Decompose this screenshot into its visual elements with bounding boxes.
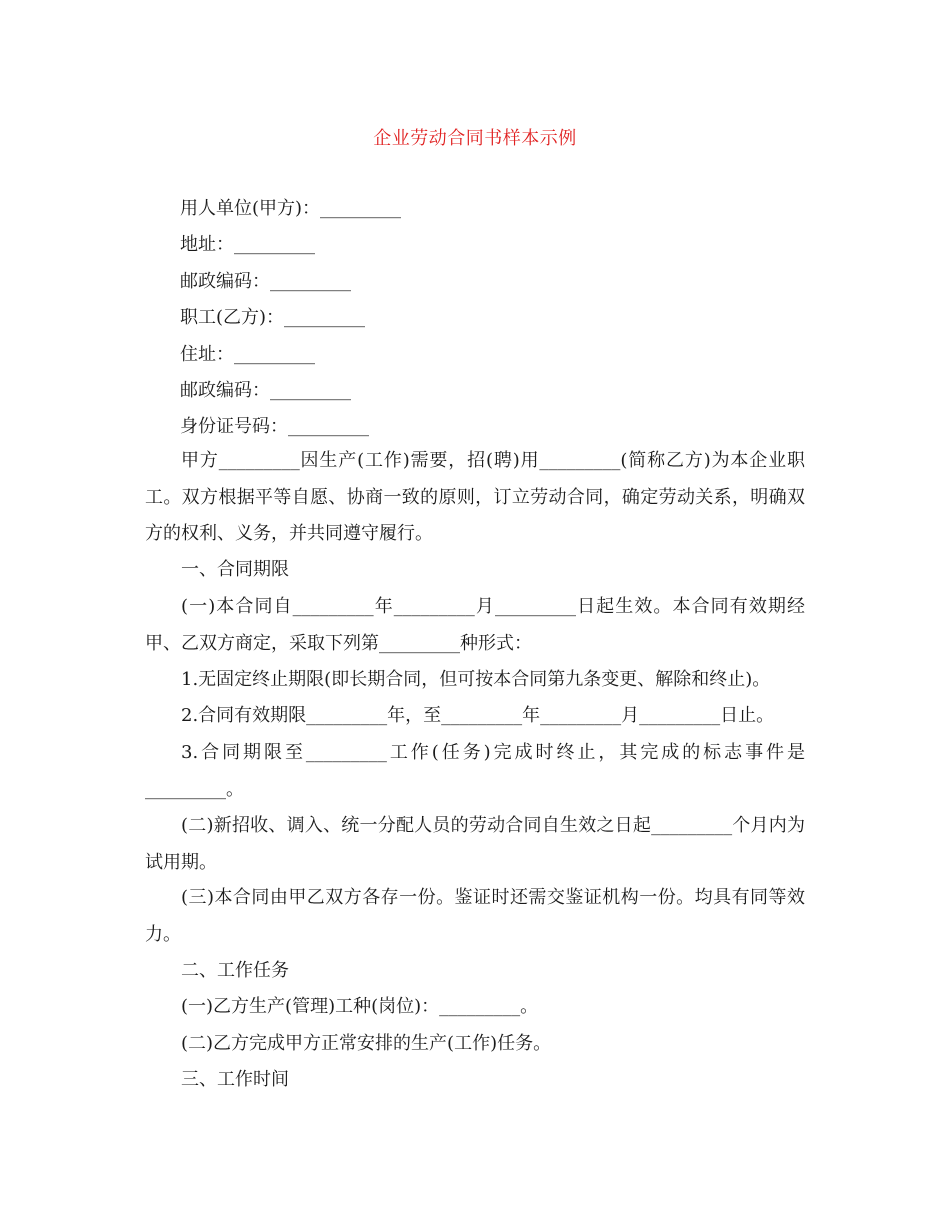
employee-postcode-field: 邮政编码：_________ (180, 380, 351, 401)
clause-effective-date: (一)本合同自_________年_________月_________日起生效。本合同有效期经甲、乙双方商定，采取下列第_________种形式： (145, 596, 805, 654)
section-heading-hours: 三、工作时间 (181, 1069, 289, 1090)
id-number-field: 身份证号码：_________ (180, 416, 369, 437)
clause-option-1: 1.无固定终止期限(即长期合同，但可按本合同第九条变更、解除和终止)。 (181, 669, 771, 690)
section-heading-tasks: 二、工作任务 (181, 960, 289, 981)
clause-job-type: (一)乙方生产(管理)工种(岗位)：_________。 (181, 996, 539, 1017)
employer-address-field: 地址：_________ (180, 234, 315, 255)
section-heading-term: 一、合同期限 (181, 559, 289, 580)
employee-address-field: 住址：_________ (180, 344, 315, 365)
clause-probation: (二)新招收、调入、统一分配人员的劳动合同自生效之日起_________个月内为试用期。 (145, 815, 805, 873)
employer-postcode-field: 邮政编码：_________ (180, 271, 351, 292)
clause-complete-tasks: (二)乙方完成甲方正常安排的生产(工作)任务。 (181, 1033, 552, 1054)
employer-field: 用人单位(甲方)：_________ (180, 198, 402, 219)
document-title: 企业劳动合同书样本示例 (373, 128, 577, 149)
employee-field: 职工(乙方)：_________ (180, 307, 366, 328)
clause-option-2: 2.合同有效期限_________年，至_________年_________月_________日止。 (181, 705, 775, 726)
preamble-paragraph: 甲方_________因生产(工作)需要，招(聘)用_________(简称乙方)为本企业职工。双方根据平等自愿、协商一致的原则，订立劳动合同，确定劳动关系，明确双方的权利、义务，并共同遵守履行。 (145, 450, 805, 544)
clause-option-3: 3.合同期限至_________工作(任务)完成时终止，其完成的标志事件是_________。 (145, 742, 805, 800)
clause-copies: (三)本合同由甲乙双方各存一份。鉴证时还需交鉴证机构一份。均具有同等效力。 (145, 887, 805, 945)
